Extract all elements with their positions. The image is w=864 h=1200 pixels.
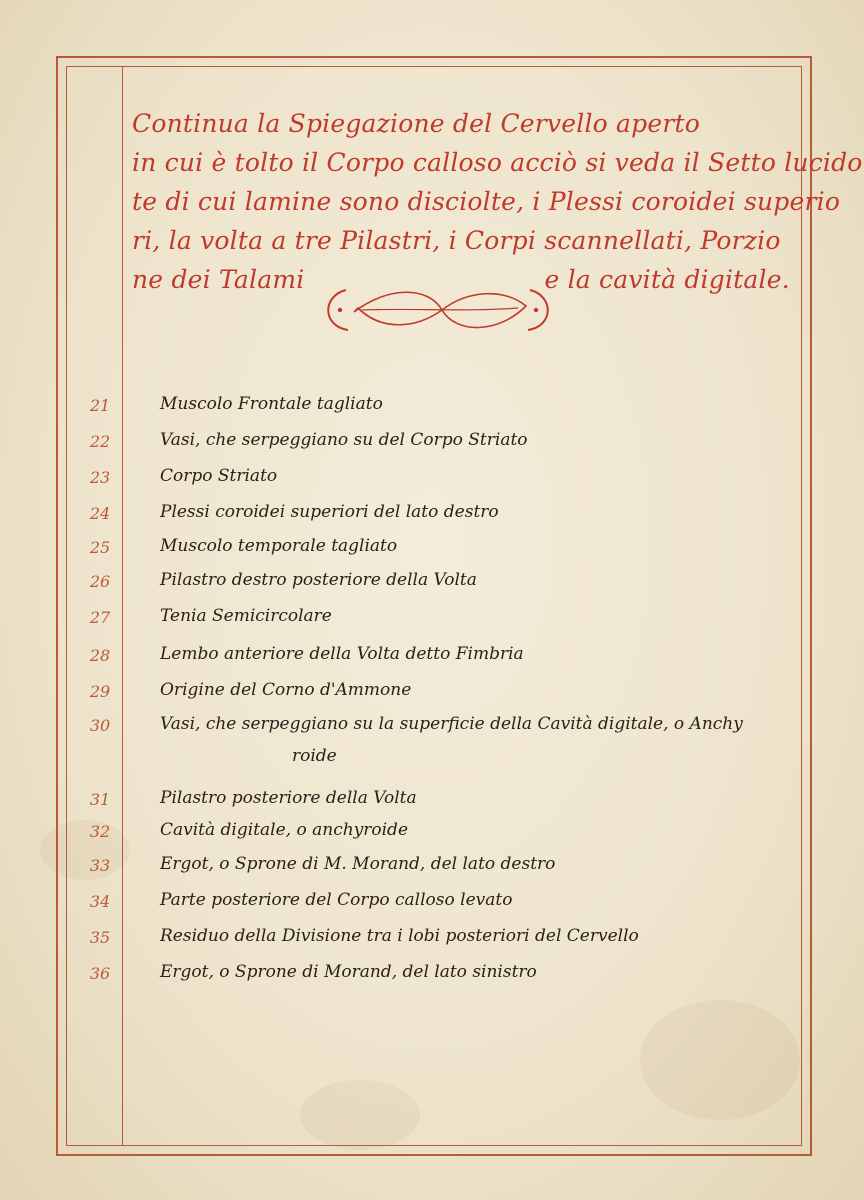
entry-number: 31 (89, 790, 111, 809)
entry-number: 35 (89, 928, 111, 947)
title-line-1: Continua la Spiegazione del Cervello aperto (132, 109, 700, 138)
title-line-4: ri, la volta a tre Pilastri, i Corpi scannellati, Porzio (132, 226, 781, 255)
entry-number: 23 (89, 468, 111, 487)
entry-text: Ergot, o Sprone di M. Morand, del lato destro (160, 854, 556, 874)
entry-number: 32 (89, 822, 111, 841)
entry-number: 33 (89, 856, 111, 875)
entry-number: 25 (89, 538, 111, 557)
title-line-5-end: e la cavità digitale. (544, 265, 790, 294)
entry-text: Plessi coroidei superiori del lato destro (160, 502, 499, 522)
entry-text: Tenia Semicircolare (160, 606, 332, 626)
entry-number: 26 (89, 572, 111, 591)
entry-text: Origine del Corno d'Ammone (160, 680, 412, 700)
entry-text: Muscolo Frontale tagliato (160, 394, 383, 414)
entry-text: Residuo della Divisione tra i lobi posteriori del Cervello (160, 926, 639, 946)
title-line-3: te di cui lamine sono disciolte, i Plessi coroidei superio (132, 187, 841, 216)
entry-number: 36 (89, 964, 111, 983)
entry-number: 27 (89, 608, 111, 627)
entry-text: Pilastro posteriore della Volta (160, 788, 417, 808)
entry-text: Vasi, che serpeggiano su del Corpo Striato (160, 430, 528, 450)
entry-number: 22 (89, 432, 111, 451)
entry-text-continuation: roide (292, 746, 337, 766)
entry-number: 24 (89, 504, 111, 523)
entry-text: Muscolo temporale tagliato (160, 536, 398, 556)
entry-number: 21 (89, 396, 111, 415)
entry-number: 28 (89, 646, 111, 665)
entry-text: Parte posteriore del Corpo calloso levato (160, 890, 513, 910)
entry-text: Corpo Striato (160, 466, 278, 486)
entry-number: 30 (89, 716, 111, 735)
entry-text: Cavità digitale, o anchyroide (160, 820, 409, 840)
title-line-5-start: ne dei Talami (132, 265, 305, 294)
title-line-2: in cui è tolto il Corpo calloso acciò si veda il Setto lucido (132, 148, 863, 177)
entry-text: Vasi, che serpeggiano su la superficie della Cavità digitale, o Anchy (160, 714, 743, 734)
entry-text: Ergot, o Sprone di Morand, del lato sinistro (160, 962, 537, 982)
entry-number: 34 (89, 892, 111, 911)
entry-number: 29 (89, 682, 111, 701)
entry-text: Pilastro destro posteriore della Volta (160, 570, 477, 590)
entry-text: Lembo anteriore della Volta detto Fimbria (160, 644, 524, 664)
